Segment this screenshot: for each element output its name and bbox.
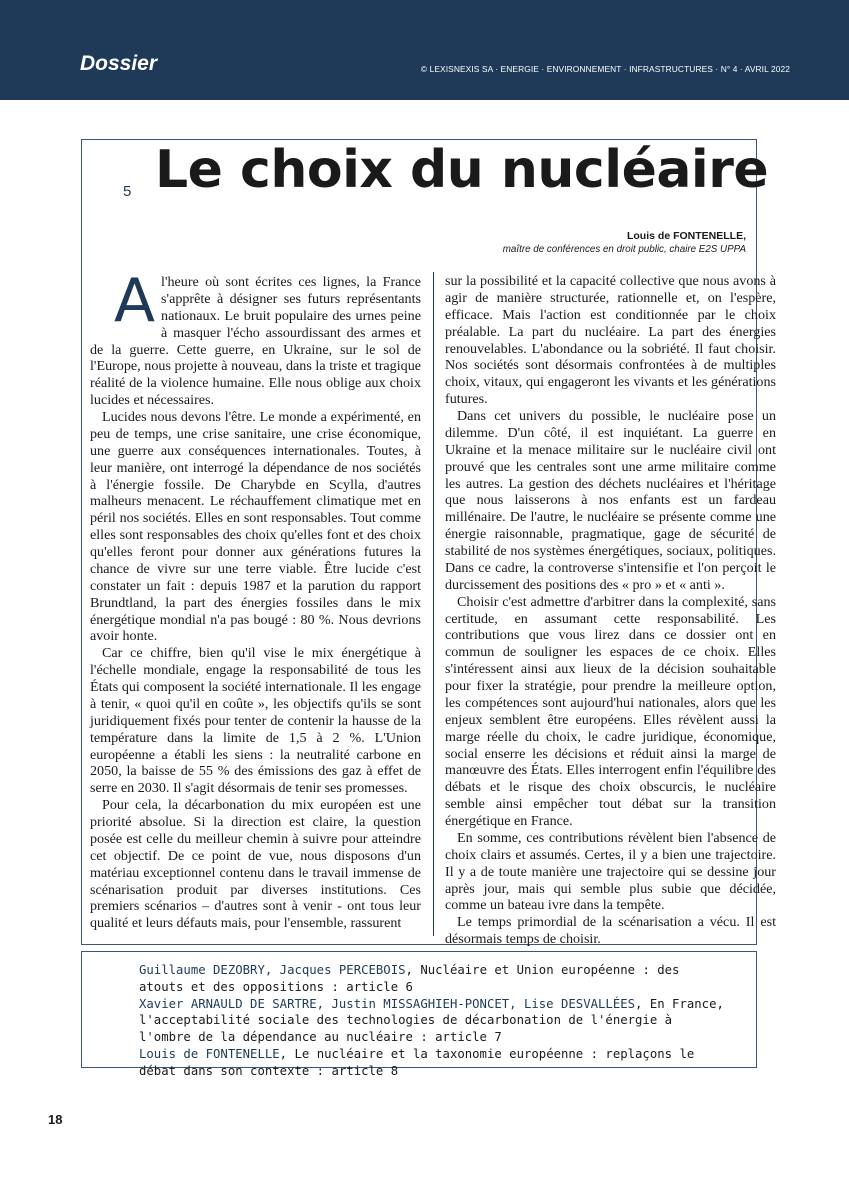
paragraph: Lucides nous devons l'être. Le monde a expérimenté, en peu de temps, une crise sanitaire, une crise économique, une guerre aux conséquences internationales. Toutes, à leur manière, ont interrogé la dépendance de nos sociétés à l'énergie fossile. De Charybde en Scylla, d'autres malheurs menacent. Le réchauffement climatique met en péril nos sociétés. Elles en sont responsables. Tout comme elles sont responsables des choix qu'elles font et des choix qu'elles feront pour donner aux générations futures la chance de vivre sur une terre viable. Être lucide c'est constater un fait : depuis 1987 et la parution du rapport Brundtland, la part des énergies fossiles dans le mix énergétique mondial n'a pas bougé : 80 %. Nous devrions avoir honte.	[90, 409, 421, 645]
page-number: 18	[48, 1112, 63, 1127]
paragraph: Le temps primordial de la scénarisation a vécu. Il est désormais temps de choisir.	[445, 914, 776, 948]
related-articles-list	[139, 962, 729, 1080]
author-block	[503, 229, 746, 257]
author-name: Louis de FONTENELLE,	[626, 230, 746, 242]
article-column-left	[90, 266, 421, 932]
paragraph: Pour cela, la décarbonation du mix européen est une priorité absolue. Si la direction est claire, la question posée est celle du meilleur chemin à suivre pour atteindre cet objectif. De ce point de vue, nous disposons d'un matériau exceptionnel contenu dans le travail immense de scénarisation produit par diverses institutions. Ces premiers scénarios – d'autres sont à venir - ont tous leur qualité et leurs défauts mais, pour l'ensemble, rassurent	[90, 797, 421, 932]
paragraph: Dans cet univers du possible, le nucléaire pose un dilemme. D'un côté, il est inquiétant. La guerre en Ukraine et la menace militaire sur le nucléaire civil ont prouvé que les centrales sont une arme militaire comme les autres. La gestion des déchets nucléaires et l'héritage que nous laisserons à nos enfants est un fardeau millénaire. De l'autre, le nucléaire se présente comme une énergie raisonnable, pragmatique, gage de sécurité de stabilité de nos systèmes énergétiques, sociaux, politiques. Dans ce cadre, la controverse s'intensifie et l'on perçoit le durcissement des positions des « pro » et « anti ».	[445, 408, 776, 593]
related-article-link[interactable]: Xavier ARNAULD DE SARTRE, Justin MISSAGHIEH-PONCET, Lise DESVALLÉES, En France, l'acceptabilité sociale des technologies de décarbonation de l'énergie à l'ombre de la dépendance au nucléaire : article 7	[139, 996, 724, 1045]
article-column-right	[445, 273, 776, 948]
column-divider	[433, 272, 434, 936]
paragraph: Car ce chiffre, bien qu'il vise le mix énergétique à l'échelle mondiale, engage la responsabilité de tous les États qui composent la société internationale. Il les engage à tenir, « quoi qu'il en coûte », les objectifs qu'ils se sont juridiquement fixés pour tenter de contenir la hausse de la température dans la limite de 1,5 à 2 %. L'Union européenne a établi les siens : la neutralité carbone en 2050, la baisse de 55 % des émissions des gaz à effet de serre en 2030. Il s'agit désormais de tenir ses promesses.	[90, 645, 421, 797]
related-article-link[interactable]: Guillaume DEZOBRY, Jacques PERCEBOIS, Nucléaire et Union européenne : des atouts et des oppositions : article 6	[139, 963, 680, 994]
related-article-link[interactable]: Louis de FONTENELLE, Le nucléaire et la taxonomie européenne : replaçons le débat dans son contexte : article 8	[139, 1046, 695, 1078]
related-articles-box	[81, 951, 757, 1078]
paragraph: Al'heure où sont écrites ces lignes, la France s'apprête à désigner ses futurs représentants nationaux. Le bruit populaire des urnes peine à masquer l'écho assourdissant des armes et de la guerre. Cette guerre, en Ukraine, sur le sol de l'Europe, nous projette à nouveau, dans la triste et tragique réalité de la violence humaine. Elle nous oblige aux choix lucides et nécessaires.	[90, 266, 421, 409]
publication-info: © LEXISNEXIS SA · ENERGIE · ENVIRONNEMENT · INFRASTRUCTURES · N° 4 · AVRIL 2022	[420, 64, 790, 74]
paragraph: sur la possibilité et la capacité collective que nous avons à agir de manière structurée, rationnelle et, on l'espère, efficace. Mais l'action est conditionnée par le choix préalable. La part du nucléaire. La part des énergies renouvelables. L'abondance ou la sobriété. Il faut choisir. Nos sociétés sont désormais confrontées à de multiples choix, vitaux, qui engageront les vivants et les générations futures.	[445, 273, 776, 408]
section-label: Dossier	[80, 52, 158, 75]
page-header	[0, 0, 849, 100]
article-number: 5	[123, 183, 132, 200]
paragraph: En somme, ces contributions révèlent bien l'absence de choix clairs et assumés. Certes, il y a bien une trajectoire. Il y a de toute manière une trajectoire qui se dessine jour après jour, mais qui semble plus subie que décidée, comme un bateau ivre dans la tempête.	[445, 829, 776, 914]
paragraph: Choisir c'est admettre d'arbitrer dans la complexité, sans certitude, en assumant cette responsabilité. Les contributions que vous lirez dans ce dossier ont en commun de souligner les espaces de ce choix. Elles s'intéressent ainsi aux lieux de la décision souhaitable pour fixer la stratégie, pour prendre la meilleure option, les compétences sont aujourd'hui nationales, alors que les enjeux semblent être européens. Elles révèlent aussi la marge réelle du choix, le cadre juridique, économique, social enserre les décisions et réduit ainsi la marge de manœuvre des États. Elles interrogent enfin l'équilibre des débats et le risque des choix obscurcis, le nucléaire semble ainsi empêcher tout débat sur la transition énergétique en France.	[445, 593, 776, 829]
article-title: Le choix du nucléaire	[155, 140, 769, 200]
author-role: maître de conférences en droit public, chaire E2S UPPA	[502, 244, 746, 255]
drop-cap: A	[114, 266, 156, 336]
